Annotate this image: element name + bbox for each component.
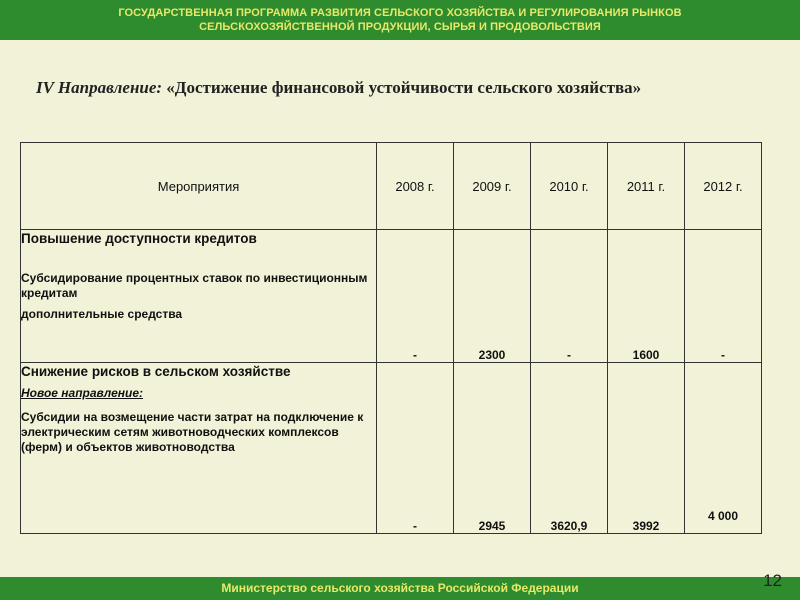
title-direction: IV Направление: [36, 78, 163, 97]
row-2-detail-1: Субсидии на возмещение части затрат на подключение к электрическим сетям животноводческих комплексов (ферм) и объектов животноводства [21, 410, 364, 454]
header-2010: 2010 г. [531, 143, 608, 230]
header-measures: Мероприятия [21, 143, 377, 230]
page-title [36, 78, 796, 98]
row-1-measure [21, 230, 377, 363]
footer-bar [0, 577, 800, 600]
row-1-title: Повышение доступности кредитов [21, 231, 257, 246]
title-text: «Достижение финансовой устойчивости сельского хозяйства» [166, 78, 642, 97]
row-2-new-direction: Новое направление: [21, 386, 144, 400]
row-2-2010: 3620,9 [531, 363, 608, 534]
row-1-2010: - [531, 230, 608, 363]
table-header-row [21, 143, 762, 230]
row-1-2011: 1600 [608, 230, 685, 363]
header-2008: 2008 г. [377, 143, 454, 230]
header-2011: 2011 г. [608, 143, 685, 230]
row-1-2009: 2300 [454, 230, 531, 363]
row-2-2011: 3992 [608, 363, 685, 534]
row-2-2009: 2945 [454, 363, 531, 534]
row-1-detail-2: дополнительные средства [21, 307, 183, 321]
header-2012: 2012 г. [685, 143, 762, 230]
page-number: 12 [763, 571, 782, 590]
row-2-2008: - [377, 363, 454, 534]
row-1-2008: - [377, 230, 454, 363]
row-2-measure [21, 363, 377, 534]
header-bar [0, 0, 800, 40]
row-1-detail-1: Субсидирование процентных ставок по инвестиционным кредитам [21, 271, 368, 300]
row-2-2012: 4 000 [685, 363, 762, 534]
measures-table [20, 142, 762, 534]
header-line-2: СЕЛЬСКОХОЗЯЙСТВЕННОЙ ПРОДУКЦИИ, СЫРЬЯ И ПРОДОВОЛЬСТВИЯ [199, 21, 601, 33]
row-2-title: Снижение рисков в сельском хозяйстве [21, 364, 291, 379]
footer-text: Министерство сельского хозяйства Российской Федерации [221, 581, 579, 595]
row-1-2012: - [685, 230, 762, 363]
header-line-1: ГОСУДАРСТВЕННАЯ ПРОГРАММА РАЗВИТИЯ СЕЛЬСКОГО ХОЗЯЙСТВА И РЕГУЛИРОВАНИЯ РЫНКОВ [118, 7, 682, 19]
header-2009: 2009 г. [454, 143, 531, 230]
table-row [21, 363, 762, 534]
table-row [21, 230, 762, 363]
